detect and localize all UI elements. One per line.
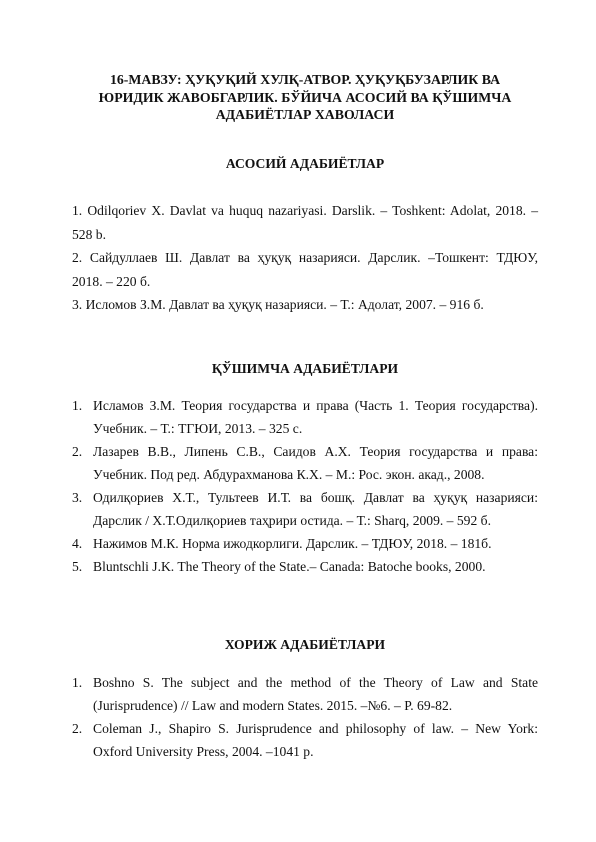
- list-item-number: 1.: [72, 398, 83, 413]
- list-item: [72, 717, 538, 763]
- list-item-number: 5.: [72, 559, 83, 574]
- list-item: [72, 532, 538, 555]
- main-literature-list: [72, 199, 538, 317]
- list-item-line-1: Boshno S. The subject and the method of the Theory of Law and State: [93, 675, 538, 690]
- list-item-number: 2.: [72, 444, 83, 459]
- list-item-number: 2.: [72, 721, 83, 736]
- list-item: [72, 440, 538, 486]
- page-title: [70, 71, 540, 124]
- list-item: [72, 671, 538, 717]
- title-line-3: АДАБИЁТЛАР ХАВОЛАСИ: [215, 107, 395, 122]
- title-line-1: 16-МАВЗУ: ҲУҚУҚИЙ ХУЛҚ-АТВОР. ҲУҚУҚБУЗАРЛИК ВА: [109, 72, 501, 87]
- list-item-number: 3.: [72, 490, 83, 505]
- list-item-number: 4.: [72, 536, 83, 551]
- list-item-line-1: Нажимов М.К. Норма ижодкорлиги. Дарслик. – ТДЮУ, 2018. – 181б.: [93, 536, 492, 551]
- list-item-line-2: Учебник. Под ред. Абдурахманова К.Х. – М.: Рос. экон. акад., 2008.: [93, 467, 485, 482]
- list-item-number: 1.: [72, 675, 83, 690]
- main-item-2-line-2: 2018. – 220 б.: [72, 273, 151, 289]
- additional-literature-heading: ҚЎШИМЧА АДАБИЁТЛАРИ: [211, 361, 399, 376]
- list-item-line-2: Учебник. – Т.: ТГЮИ, 2013. – 325 с.: [93, 421, 303, 436]
- list-item: [72, 555, 538, 578]
- main-item-1-line-1: 1. Odilqoriev X. Davlat va huquq nazariyasi. Darslik. – Toshkent: Adolat, 2018. –: [72, 203, 538, 218]
- list-item-line-1: Bluntschli J.K. The Theory of the State.– Canada: Batoche books, 2000.: [93, 559, 486, 574]
- foreign-literature-heading: ХОРИЖ АДАБИЁТЛАРИ: [224, 637, 386, 652]
- list-item-line-2: Дарслик / Х.Т.Одилқориев таҳрири остида. – Т.: Sharq, 2009. – 592 б.: [93, 513, 491, 528]
- list-item-line-1: Coleman J., Shapiro S. Jurisprudence and philosophy of law. – New York:: [93, 721, 538, 736]
- list-item: [72, 486, 538, 532]
- title-line-2: ЮРИДИК ЖАВОБГАРЛИК. БЎЙИЧА АСОСИЙ ВА ҚЎШИМЧА: [98, 89, 512, 105]
- list-item-line-1: Лазарев В.В., Липень С.В., Саидов А.Х. Теория государства и права:: [93, 444, 538, 459]
- main-item-3-line-1: 3. Исломов З.М. Давлат ва ҳуқуқ назарияси. – Т.: Адолат, 2007. – 916 б.: [72, 297, 484, 312]
- additional-literature-list: [72, 394, 538, 578]
- list-item-line-1: Одилқориев Х.Т., Тультеев И.Т. ва бошқ. Давлат ва ҳуқуқ назарияси:: [93, 490, 538, 505]
- main-item-2-line-1: 2. Сайдуллаев Ш. Давлат ва ҳуқуқ назарияси. Дарслик. –Тошкент: ТДЮУ,: [72, 250, 538, 265]
- list-item-line-1: Исламов З.М. Теория государства и права (Часть 1. Теория государства).: [93, 398, 538, 413]
- list-item-line-2: Oxford University Press, 2004. –1041 p.: [93, 744, 314, 759]
- list-item-line-2: (Jurisprudence) // Law and modern States. 2015. –№6. – P. 69-82.: [93, 698, 453, 713]
- main-item-1-line-2: 528 b.: [72, 226, 106, 242]
- list-item: [72, 394, 538, 440]
- main-literature-heading: АСОСИЙ АДАБИЁТЛАР: [225, 156, 385, 171]
- foreign-literature-list: [72, 671, 538, 763]
